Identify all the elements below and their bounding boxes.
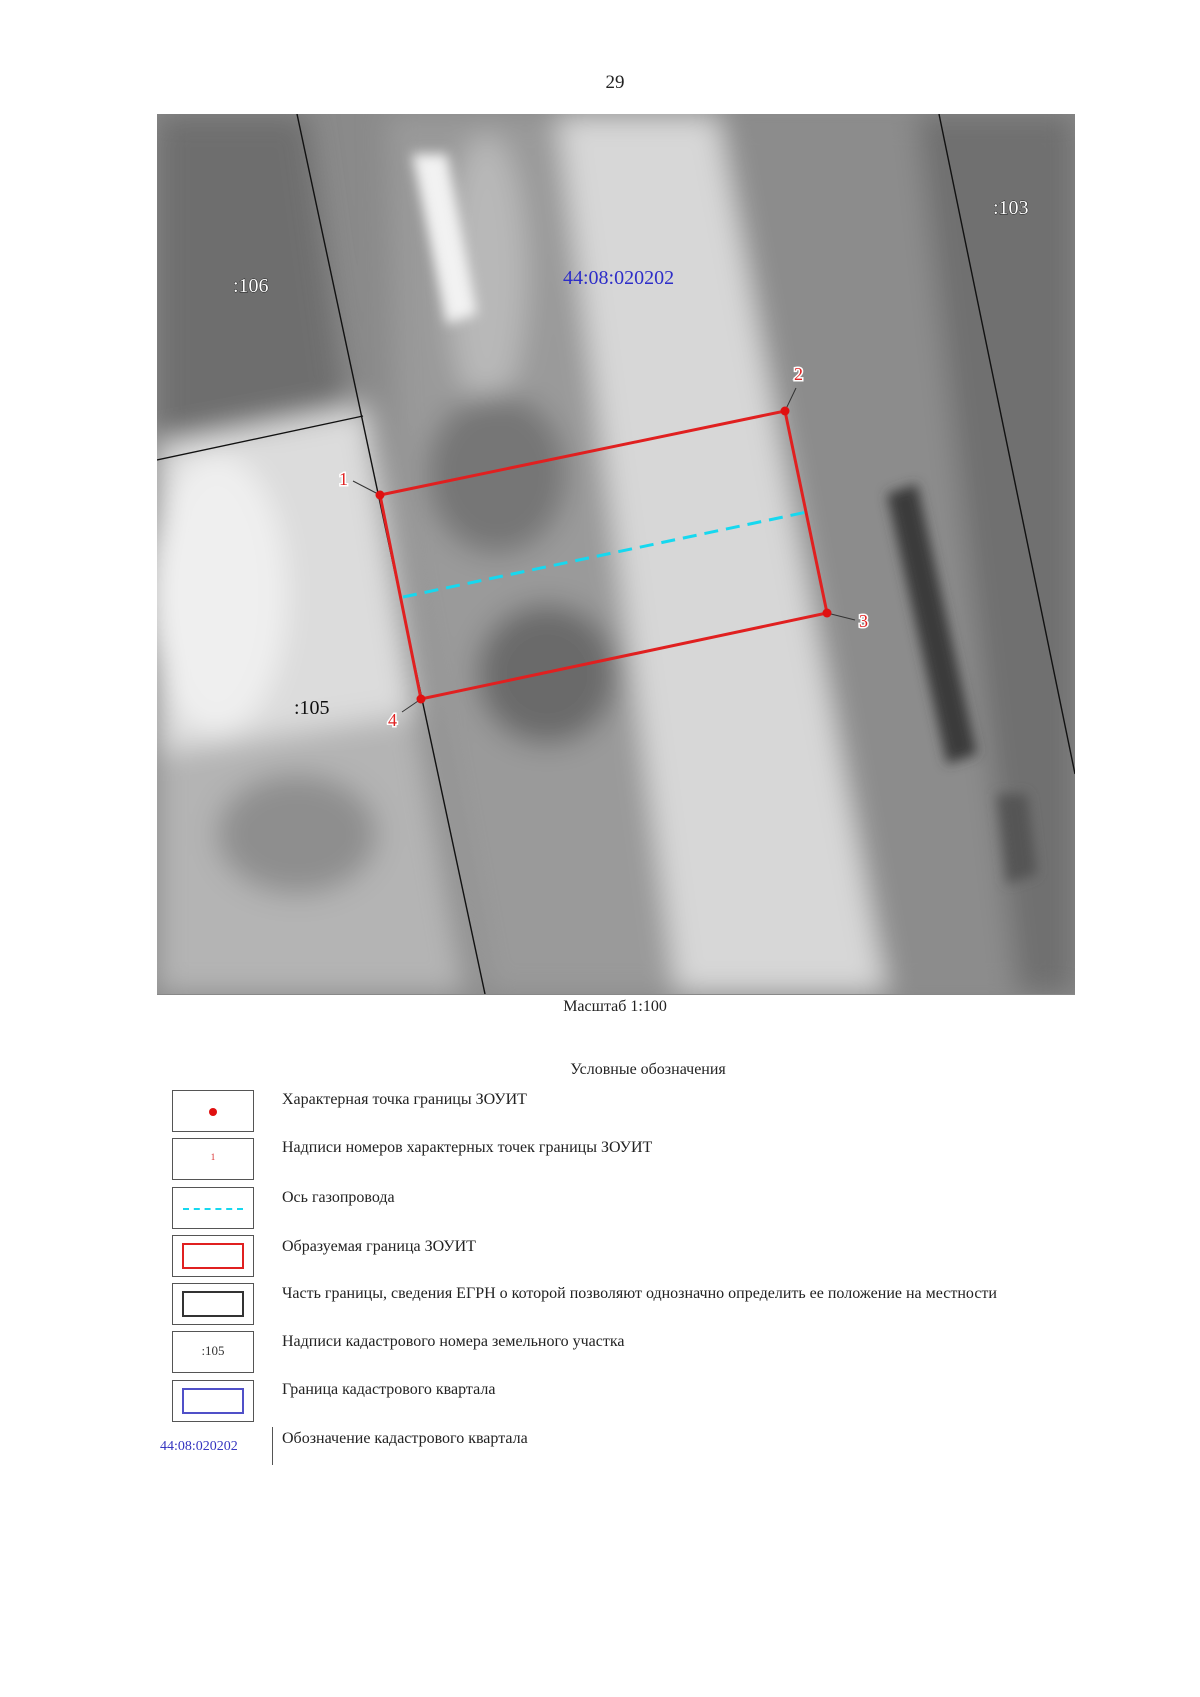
legend-label: Образуемая граница ЗОУИТ [282, 1238, 476, 1255]
quarter-number-sample: 44:08:020202 [160, 1439, 238, 1454]
point-label-4: 4 [388, 710, 397, 730]
point-marker-4 [417, 695, 426, 704]
legend-symbol-parcel-number [172, 1331, 254, 1373]
point-label-2: 2 [794, 364, 803, 384]
point-marker-1 [376, 491, 385, 500]
legend-label: Характерная точка границы ЗОУИТ [282, 1091, 527, 1108]
parcel-number-sample: :105 [201, 1343, 225, 1358]
legend-label: Надписи номеров характерных точек границы ЗОУИТ [282, 1139, 653, 1156]
parcel-label-106: :106 [233, 275, 269, 297]
legend-symbol-point-number [172, 1138, 254, 1180]
legend-symbol-point [172, 1090, 254, 1132]
point-marker-3 [823, 609, 832, 618]
black-rectangle-icon [182, 1291, 244, 1317]
legend-symbol-quarter-boundary [172, 1380, 254, 1422]
red-rectangle-icon [182, 1243, 244, 1269]
blue-rectangle-icon [182, 1388, 244, 1414]
legend-label: Часть границы, сведения ЕГРН о которой позволяют однозначно определить ее положение на местности [282, 1285, 997, 1302]
legend-label: Обозначение кадастрового квартала [282, 1430, 528, 1447]
legend-label: Ось газопровода [282, 1189, 395, 1206]
map-canvas [157, 114, 1075, 994]
legend-label: Надписи кадастрового номера земельного участка [282, 1333, 625, 1350]
legend-title: Условные обозначения [570, 1061, 726, 1078]
red-dot-icon [209, 1108, 217, 1116]
legend-label: Граница кадастрового квартала [282, 1381, 496, 1398]
aerial-photo-background [157, 114, 1075, 994]
legend-symbol-egrn-boundary [172, 1283, 254, 1325]
point-label-3: 3 [859, 611, 868, 631]
legend-symbol-zouit-boundary [172, 1235, 254, 1277]
quarter-label: 44:08:020202 [563, 267, 675, 289]
point-marker-2 [781, 407, 790, 416]
page-number: 29 [605, 72, 625, 93]
scale-caption: Масштаб 1:100 [563, 998, 667, 1015]
parcel-label-105: :105 [294, 697, 330, 719]
legend-symbol-gas-axis [172, 1187, 254, 1229]
point-number-sample: 1 [210, 1152, 216, 1162]
legend-symbol-quarter-label [157, 1427, 273, 1465]
dashed-line-icon [183, 1208, 243, 1210]
point-label-1: 1 [339, 469, 348, 489]
cadastral-map [157, 114, 1075, 995]
parcel-label-103: :103 [993, 197, 1029, 219]
